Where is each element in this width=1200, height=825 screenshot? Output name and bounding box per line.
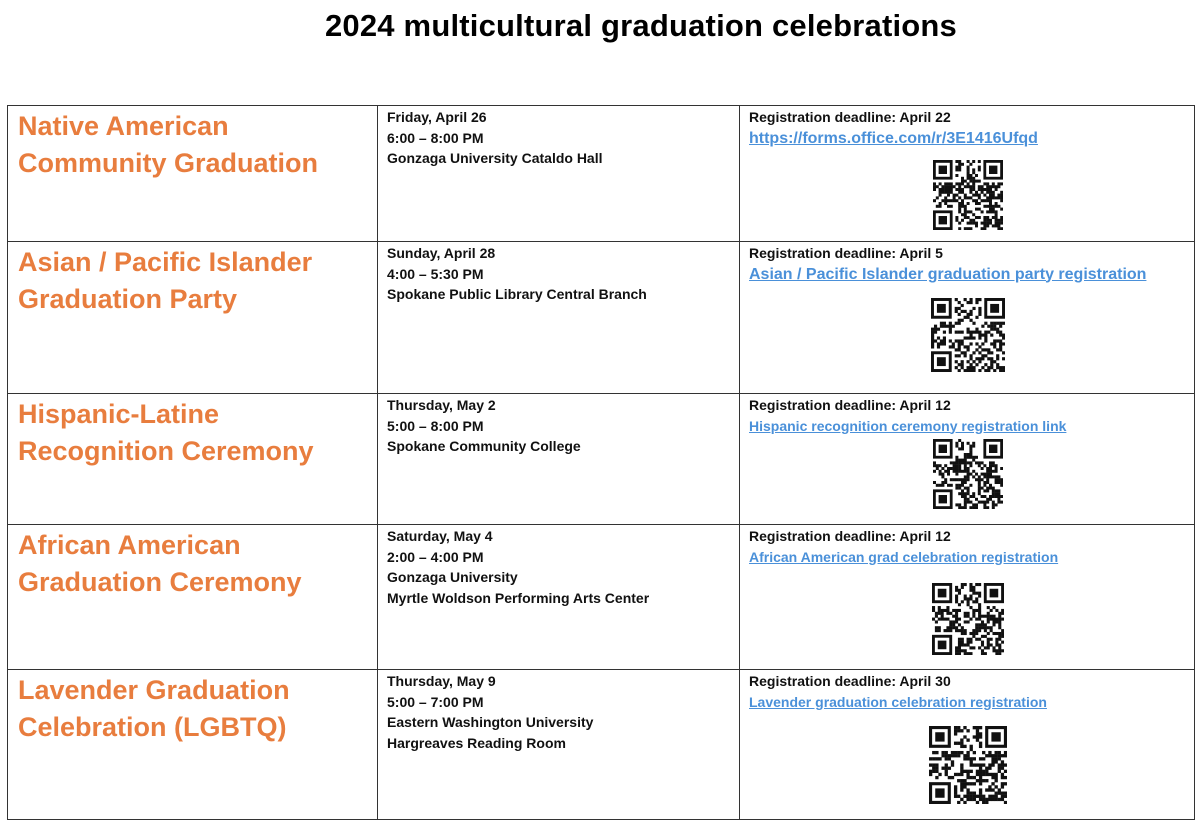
event-name-line: African American xyxy=(18,530,241,560)
qr-code[interactable] xyxy=(932,583,1004,655)
registration-cell xyxy=(740,242,1195,394)
event-time: 2:00 – 4:00 PM xyxy=(387,548,484,565)
registration-link[interactable]: Hispanic recognition ceremony registration link xyxy=(749,417,1067,434)
event-name-line: Hispanic-Latine xyxy=(18,399,220,429)
event-location: Spokane Community College xyxy=(387,438,581,454)
qr-code[interactable] xyxy=(929,726,1007,804)
registration-deadline: Registration deadline: April 5 xyxy=(749,245,943,261)
event-name-line: Lavender Graduation xyxy=(18,675,290,705)
event-details-cell xyxy=(378,106,740,242)
event-time: 5:00 – 7:00 PM xyxy=(387,693,484,710)
registration-deadline: Registration deadline: April 22 xyxy=(749,109,951,125)
event-time: 5:00 – 8:00 PM xyxy=(387,417,484,434)
event-name-line: Celebration (LGBTQ) xyxy=(18,712,287,742)
event-location: Hargreaves Reading Room xyxy=(387,734,566,751)
event-name-cell xyxy=(8,670,378,820)
event-date: Friday, April 26 xyxy=(387,109,487,125)
event-date: Saturday, May 4 xyxy=(387,528,493,544)
events-table xyxy=(7,105,1195,820)
registration-deadline: Registration deadline: April 12 xyxy=(749,397,951,413)
page-title: 2024 multicultural graduation celebrations xyxy=(324,8,957,43)
event-name xyxy=(8,242,377,318)
event-name-cell xyxy=(8,394,378,525)
event-name xyxy=(8,670,377,746)
event-time: 6:00 – 8:00 PM xyxy=(387,129,484,146)
table-row xyxy=(8,106,1195,242)
event-name-line: Recognition Ceremony xyxy=(18,436,314,466)
registration-deadline: Registration deadline: April 12 xyxy=(749,528,951,544)
qr-code[interactable] xyxy=(931,298,1005,372)
event-date: Sunday, April 28 xyxy=(387,245,496,261)
qr-code[interactable] xyxy=(933,439,1003,509)
event-details-cell xyxy=(378,525,740,670)
event-location: Gonzaga University xyxy=(387,569,518,585)
table-row xyxy=(8,670,1195,820)
registration-cell xyxy=(740,394,1195,525)
registration-cell xyxy=(740,525,1195,670)
event-date: Thursday, May 9 xyxy=(387,673,496,689)
event-name-cell xyxy=(8,525,378,670)
registration-link[interactable]: African American grad celebration registration xyxy=(749,548,1059,565)
event-location: Myrtle Woldson Performing Arts Center xyxy=(387,589,650,606)
event-location: Gonzaga University Cataldo Hall xyxy=(387,150,603,166)
table-row xyxy=(8,525,1195,670)
event-name-cell xyxy=(8,106,378,242)
event-details-cell xyxy=(378,670,740,820)
event-name xyxy=(8,525,377,601)
event-time: 4:00 – 5:30 PM xyxy=(387,265,484,282)
registration-cell xyxy=(740,106,1195,242)
event-name-line: Graduation Ceremony xyxy=(18,567,302,597)
event-name-line: Asian / Pacific Islander xyxy=(18,247,313,277)
registration-deadline: Registration deadline: April 30 xyxy=(749,673,951,689)
table-row xyxy=(8,242,1195,394)
event-date: Thursday, May 2 xyxy=(387,397,496,413)
event-name xyxy=(8,394,377,470)
event-name xyxy=(8,106,377,182)
event-location: Spokane Public Library Central Branch xyxy=(387,286,647,302)
registration-cell xyxy=(740,670,1195,820)
event-name-line: Native American xyxy=(18,111,229,141)
registration-link[interactable]: Asian / Pacific Islander graduation party registration xyxy=(749,265,1147,283)
registration-link[interactable]: https://forms.office.com/r/3E1416Ufqd xyxy=(749,129,1038,147)
event-location: Eastern Washington University xyxy=(387,714,594,730)
table-row xyxy=(8,394,1195,525)
event-details-cell xyxy=(378,394,740,525)
qr-code[interactable] xyxy=(933,160,1003,230)
event-name-line: Graduation Party xyxy=(18,284,238,314)
event-details-cell xyxy=(378,242,740,394)
event-name-cell xyxy=(8,242,378,394)
registration-link[interactable]: Lavender graduation celebration registration xyxy=(749,693,1047,710)
event-name-line: Community Graduation xyxy=(18,148,319,178)
